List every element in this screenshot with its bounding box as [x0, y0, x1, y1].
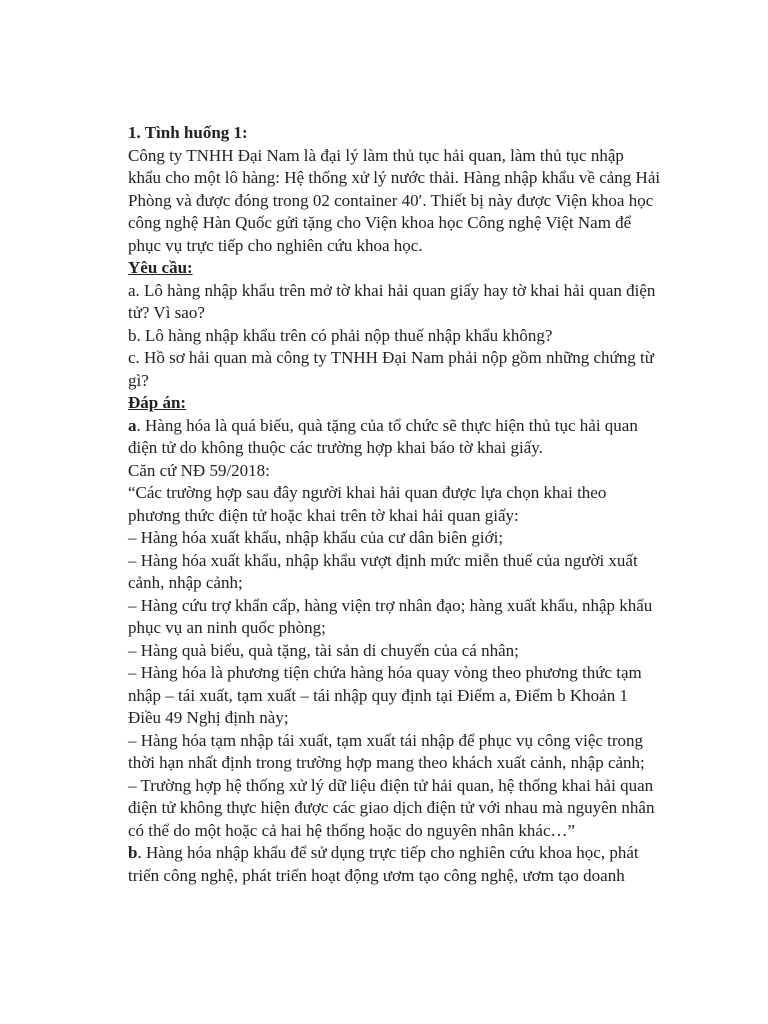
requirement-line: c. Hồ sơ hải quan mà công ty TNHH Đại Nam phải nộp gồm những chứng từ: [128, 348, 654, 367]
scenario-line: công nghệ Hàn Quốc gửi tặng cho Viện khoa học Công nghệ Việt Nam để: [128, 213, 632, 232]
answer-b-first-text: . Hàng hóa nhập khẩu để sử dụng trực tiếp cho nghiên cứu khoa học, phát: [137, 843, 639, 862]
answer-a-line: “Các trường hợp sau đây người khai hải quan được lựa chọn khai theo: [128, 483, 607, 502]
scenario-line: khẩu cho một lô hàng: Hệ thống xử lý nước thải. Hàng nhập khẩu về cảng Hải: [128, 168, 661, 187]
answer-a-line: Căn cứ NĐ 59/2018:: [128, 460, 270, 480]
answer-a-line: – Trường hợp hệ thống xử lý dữ liệu điện tử hải quan, hệ thống khai hải quan: [128, 775, 654, 795]
answer-heading: Đáp án:: [128, 393, 187, 412]
answer-a-line: – Hàng hóa xuất khẩu, nhập khẩu vượt định mức miễn thuế của người xuất: [128, 550, 638, 570]
answer-a-line: – Hàng hóa xuất khẩu, nhập khẩu của cư dân biên giới;: [128, 528, 504, 547]
answer-a-line: – Hàng quà biếu, quà tặng, tài sản di chuyển của cá nhân;: [128, 640, 519, 660]
requirements-heading: Yêu cầu:: [128, 258, 193, 277]
answer-a-line: nhập – tái xuất, tạm xuất – tái nhập quy định tại Điểm a, Điểm b Khoản 1: [128, 685, 628, 705]
requirement-line: gì?: [128, 370, 149, 390]
answer-a-line: – Hàng hóa tạm nhập tái xuất, tạm xuất tái nhập để phục vụ công việc trong: [128, 730, 644, 750]
scenario-paragraph: [128, 145, 694, 258]
answer-b-first-line: [128, 842, 694, 865]
answer-a-line: – Hàng hóa là phương tiện chứa hàng hóa quay vòng theo phương thức tạm: [128, 663, 642, 682]
document-title: 1. Tình huống 1:: [128, 123, 248, 142]
answer-a-line: thời hạn nhất định trong trường hợp mang theo khách xuất cảnh, nhập cảnh;: [128, 753, 645, 772]
answer-b: [128, 842, 694, 887]
answer-b-marker: b: [128, 843, 138, 862]
scenario-line: Phòng và được đóng trong 02 container 40′. Thiết bị này được Viện khoa học: [128, 190, 654, 210]
requirements-list: [128, 280, 694, 393]
answer-b-line: triển công nghệ, phát triển hoạt động ươm tạo công nghệ, ươm tạo doanh: [128, 865, 625, 885]
answer-a-line: điện tử do không thuộc các trường hợp khai báo tờ khai giấy.: [128, 438, 543, 457]
answer-a-line: có thể do một hoặc cả hai hệ thống hoặc do nguyên nhân khác…”: [128, 820, 576, 840]
scenario-line: phục vụ trực tiếp cho nghiên cứu khoa học.: [128, 235, 423, 255]
scenario-line: Công ty TNHH Đại Nam là đại lý làm thủ tục hải quan, làm thủ tục nhập: [128, 145, 624, 165]
answer-a-line: cảnh, nhập cảnh;: [128, 573, 243, 592]
answer-a-line: phục vụ an ninh quốc phòng;: [128, 618, 326, 637]
answer-a: [128, 415, 694, 843]
answer-a-marker: a: [128, 415, 137, 435]
answer-a-line: – Hàng cứu trợ khẩn cấp, hàng viện trợ nhân đạo; hàng xuất khẩu, nhập khẩu: [128, 595, 653, 615]
answer-a-line: Điều 49 Nghị định này;: [128, 708, 289, 727]
answer-a-first-line: [128, 415, 694, 438]
answer-a-line: phương thức điện tử hoặc khai trên tờ khai hải quan giấy:: [128, 505, 519, 525]
requirement-line: a. Lô hàng nhập khẩu trên mở tờ khai hải quan giấy hay tờ khai hải quan điện: [128, 280, 656, 300]
answer-a-line: điện tử không thực hiện được các giao dịch điện tử với nhau mà nguyên nhân: [128, 798, 655, 817]
answer-a-first-text: . Hàng hóa là quá biếu, quà tặng của tổ chức sẽ thực hiện thủ tục hải quan: [136, 415, 638, 435]
requirement-line: tử? Vì sao?: [128, 303, 205, 322]
requirement-line: b. Lô hàng nhập khẩu trên có phải nộp thuế nhập khẩu không?: [128, 325, 553, 345]
document-page: [128, 122, 694, 887]
